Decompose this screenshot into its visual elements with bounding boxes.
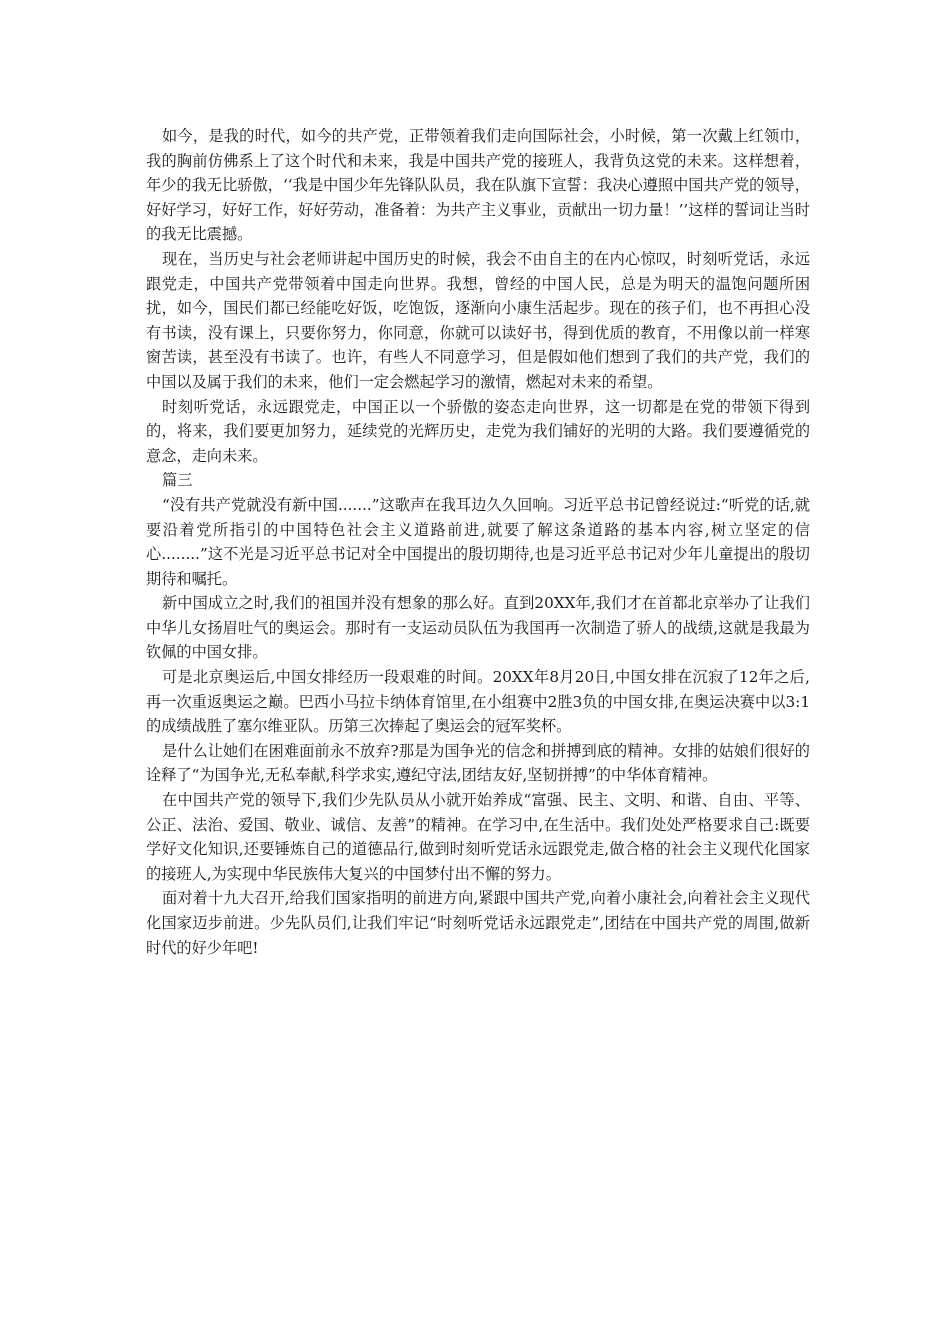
document-body bbox=[146, 124, 810, 960]
section-heading: 篇三 bbox=[162, 471, 193, 490]
paragraph-1: 如今，是我的时代，如今的共产党，正带领着我们走向国际社会，小时候，第一次戴上红领巾，我的胸前仿佛系上了这个时代和未来，我是中国共产党的接班人，我背负这党的未来。这样想着，年少的我无比骄傲，‘‘我是中国少年先锋队队员，我在队旗下宣誓：我决心遵照中国共产党的领导，好好学习，好好工作，好好劳动，准备着：为共产主义事业，贡献出一切力量！’’这样的誓词让当时的我无比震撼。 bbox=[146, 127, 810, 244]
paragraph-6: 可是北京奥运后,中国女排经历一段艰难的时间。20XX年8月20日,中国女排在沉寂了12年之后,再一次重返奥运之巅。巴西小马拉卡纳体育馆里,在小组赛中2胜3负的中国女排,在奥运决赛中以3:1的成绩战胜了塞尔维亚队。历第三次捧起了奥运会的冠军奖杯。 bbox=[146, 668, 810, 736]
paragraph-4: “没有共产党就没有新中国.......”这歌声在我耳边久久回响。习近平总书记曾经说过:“听党的话,就要沿着党所指引的中国特色社会主义道路前进,就要了解这条道路的基本内容,树立坚定的信心........”这不光是习近平总书记对全中国提出的殷切期待,也是习近平总书记对少年儿童提出的殷切期待和嘱托。 bbox=[146, 495, 810, 588]
paragraph-8: 在中国共产党的领导下,我们少先队员从小就开始养成“富强、民主、文明、和谐、自由、平等、公正、法治、爱国、敬业、诚信、友善”的精神。在学习中,在生活中。我们处处严格要求自己:既要学好文化知识,还要锤炼自己的道德品行,做到时刻听党话永远跟党走,做合格的社会主义现代化国家的接班人,为实现中华民族伟大复兴的中国梦付出不懈的努力。 bbox=[146, 791, 810, 883]
paragraph-3: 时刻听党话，永远跟党走，中国正以一个骄傲的姿态走向世界，这一切都是在党的带领下得到的，将来，我们要更加努力，延续党的光辉历史，走党为我们铺好的光明的大路。我们要遵循党的意念，走向未来。 bbox=[146, 397, 810, 465]
paragraph-5: 新中国成立之时,我们的祖国并没有想象的那么好。直到20XX年,我们才在首都北京举办了让我们中华儿女扬眉吐气的奥运会。那时有一支运动员队伍为我国再一次制造了骄人的战绩,这就是我最为钦佩的中国女排。 bbox=[146, 594, 810, 662]
paragraph-7: 是什么让她们在困难面前永不放弃?那是为国争光的信念和拼搏到底的精神。女排的姑娘们很好的诠释了“为国争光,无私奉献,科学求实,遵纪守法,团结友好,坚韧拼搏”的中华体育精神。 bbox=[146, 741, 810, 785]
paragraph-2: 现在，当历史与社会老师讲起中国历史的时候，我会不由自主的在内心惊叹，时刻听党话，永远跟党走，中国共产党带领着中国走向世界。我想，曾经的中国人民，总是为明天的温饱问题所困扰，如今，国民们都已经能吃好饭，吃饱饭，逐渐向小康生活起步。现在的孩子们，也不再担心没有书读，没有课上，只要你努力，你同意，你就可以读好书，得到优质的教育，不用像以前一样寒窗苦读，甚至没有书读了。也许，有些人不同意学习，但是假如他们想到了我们的共产党，我们的中国以及属于我们的未来，他们一定会燃起学习的激情，燃起对未来的希望。 bbox=[146, 249, 810, 391]
paragraph-9: 面对着十九大召开,给我们国家指明的前进方向,紧跟中国共产党,向着小康社会,向着社会主义现代化国家迈步前进。少先队员们,让我们牢记“时刻听党话永远跟党走”,团结在中国共产党的周围,做新时代的好少年吧! bbox=[146, 889, 810, 957]
